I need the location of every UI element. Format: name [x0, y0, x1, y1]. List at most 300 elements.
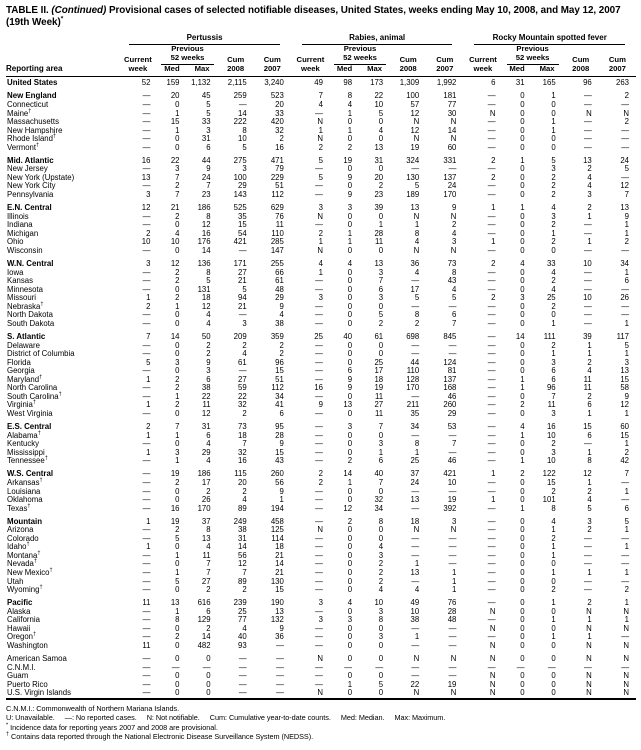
value-cell: 14	[343, 469, 353, 479]
value-cell: 100	[406, 91, 420, 101]
value-cell: —	[487, 503, 496, 513]
disease-group-header: Pertussis	[118, 34, 291, 46]
value-cell: 1	[414, 559, 420, 569]
value-cell: 0	[347, 542, 353, 552]
value-cell: 0	[347, 430, 353, 440]
value-cell: 2	[491, 155, 496, 165]
value-cell: 13	[275, 606, 284, 616]
value-cell: 471	[270, 155, 284, 165]
value-cell: —	[315, 108, 323, 118]
value-cell: 2	[175, 267, 180, 277]
value-cell: 5	[206, 276, 211, 286]
value-cell: —	[621, 310, 629, 320]
area-cell: Mississippi	[7, 447, 45, 457]
value-cell: 2	[414, 318, 420, 328]
table-row	[6, 328, 636, 341]
value-cell: 4	[318, 99, 323, 109]
value-cell: 3	[378, 439, 384, 449]
value-cell: N	[317, 525, 323, 535]
value-cell: 7	[318, 91, 323, 101]
value-cell: N	[450, 654, 457, 664]
value-cell: —	[411, 576, 420, 586]
value-cell: —	[487, 310, 496, 320]
value-cell: 38	[238, 525, 247, 535]
value-cell: —	[487, 125, 496, 135]
area-cell: Montana†	[7, 550, 41, 560]
value-cell: 6	[551, 374, 556, 384]
area-cell: New Mexico†	[7, 567, 53, 578]
value-cell: 6	[206, 374, 211, 384]
area-cell: Nevada†	[7, 558, 37, 569]
value-cell: 49	[314, 78, 323, 88]
value-cell: 0	[520, 495, 525, 505]
value-cell: —	[487, 134, 496, 144]
value-cell: 3	[242, 318, 247, 328]
value-cell: 11	[583, 383, 592, 393]
value-cell: 46	[447, 391, 457, 401]
value-cell: —	[142, 495, 151, 505]
value-cell: 147	[270, 245, 284, 255]
value-cell: 125	[270, 525, 284, 535]
value-cell: 1	[551, 117, 556, 127]
area-cell: W.N. Central	[7, 259, 54, 269]
value-cell: —	[487, 576, 496, 586]
value-cell: —	[315, 623, 323, 633]
value-cell: 35	[410, 408, 420, 418]
value-cell: 1	[175, 301, 180, 311]
value-cell: N	[489, 108, 496, 118]
value-cell: 1	[551, 318, 556, 328]
value-cell: 6	[378, 284, 384, 294]
table-row	[6, 144, 636, 153]
value-cell: 18	[238, 430, 247, 440]
value-cell: —	[142, 679, 151, 689]
value-cell: 44	[410, 357, 420, 367]
value-cell: 1	[587, 349, 592, 359]
value-cell: 1	[146, 516, 151, 526]
value-cell: 8	[414, 228, 420, 238]
value-cell: 13	[410, 495, 420, 505]
value-cell: 13	[141, 172, 151, 182]
value-cell: 2	[175, 276, 180, 286]
value-cell: 209	[233, 332, 247, 342]
value-cell: 95	[275, 422, 284, 432]
value-cell: 0	[520, 559, 525, 569]
value-cell: 24	[447, 181, 457, 191]
value-cell: 0	[175, 640, 180, 650]
value-cell: 43	[275, 456, 284, 466]
value-cell: N	[450, 245, 457, 255]
value-cell: 4	[414, 267, 420, 277]
value-cell: —	[315, 576, 323, 586]
value-cell: 2	[206, 340, 211, 350]
value-cell: 2	[175, 374, 180, 384]
value-cell: 2	[551, 486, 556, 496]
value-cell: 13	[170, 598, 180, 608]
value-cell: —	[276, 688, 284, 698]
value-cell: 0	[175, 495, 180, 505]
value-cell: —	[142, 486, 151, 496]
value-cell: 136	[197, 259, 211, 269]
value-cell: 1	[175, 568, 180, 578]
value-cell: —	[448, 623, 457, 633]
value-cell: 6	[452, 310, 457, 320]
table-row	[6, 595, 636, 608]
value-cell: 0	[347, 134, 353, 144]
value-cell: 0	[347, 293, 353, 303]
value-cell: 19	[170, 516, 180, 526]
value-cell: 6	[279, 408, 284, 418]
value-cell: 3,240	[264, 78, 284, 88]
value-cell: 22	[410, 679, 420, 689]
value-cell: —	[448, 542, 457, 552]
value-cell: —	[142, 469, 151, 479]
value-cell: 19	[410, 142, 420, 152]
value-cell: 260	[443, 400, 457, 410]
value-cell: 0	[520, 439, 525, 449]
footnote-legend	[6, 713, 636, 722]
notifiable-diseases-table	[6, 34, 636, 700]
legend-item: Med: Median.	[340, 713, 385, 723]
value-cell: N	[317, 654, 323, 664]
value-cell: 0	[347, 654, 353, 664]
value-cell: —	[276, 662, 284, 672]
value-cell: —	[411, 340, 420, 350]
column-header-current-week: Current week	[124, 55, 152, 73]
value-cell: 3	[175, 447, 180, 457]
value-cell: 1	[551, 525, 556, 535]
value-cell: —	[171, 662, 180, 672]
value-cell: —	[142, 671, 151, 681]
value-cell: 0	[378, 340, 384, 350]
value-cell: N	[586, 688, 592, 698]
value-cell: 16	[170, 503, 180, 513]
legend-item: Max: Maximum.	[394, 713, 446, 723]
value-cell: 1	[520, 456, 525, 466]
value-cell: 0	[520, 576, 525, 586]
value-cell: 38	[201, 383, 211, 393]
week-footnote-marker: *	[60, 16, 64, 23]
value-cell: —	[487, 542, 496, 552]
value-cell: 0	[347, 576, 353, 586]
value-cell: 19	[447, 679, 457, 689]
value-cell: N	[413, 211, 420, 221]
value-cell: —	[276, 671, 284, 681]
value-cell: —	[142, 164, 151, 174]
value-cell: —	[315, 486, 323, 496]
value-cell: —	[621, 550, 629, 560]
value-cell: 2	[551, 533, 556, 543]
value-cell: —	[142, 220, 151, 230]
value-cell: 26	[620, 293, 629, 303]
value-cell: 3	[206, 366, 211, 376]
footnote: † Contains data reported through the National Electronic Disease Surveillance System (NEDSS).	[6, 731, 314, 742]
continued-label: (Continued)	[51, 5, 107, 16]
column-header-current-week: Current week	[296, 55, 325, 73]
value-cell: 0	[520, 568, 525, 578]
area-cell: Georgia	[7, 366, 35, 376]
value-cell: 1	[146, 542, 151, 552]
value-cell: 12	[170, 259, 180, 269]
value-cell: —	[142, 559, 151, 569]
value-cell: 1	[587, 568, 592, 578]
value-cell: —	[621, 172, 629, 182]
value-cell: —	[315, 585, 323, 595]
value-cell: 14	[275, 559, 284, 569]
area-cell: U.S. Virgin Islands	[7, 688, 71, 698]
table-title	[6, 5, 636, 30]
value-cell: —	[142, 99, 151, 109]
column-header-med: Med	[164, 63, 180, 73]
value-cell: N	[586, 654, 592, 664]
value-cell: 13	[201, 533, 211, 543]
value-cell: —	[487, 117, 496, 127]
value-cell: 0	[520, 318, 525, 328]
value-cell: 1	[551, 542, 556, 552]
value-cell: 19	[170, 469, 180, 479]
value-cell: 33	[201, 117, 211, 127]
value-cell: 137	[443, 374, 457, 384]
value-cell: 25	[314, 332, 323, 342]
value-cell: 698	[406, 332, 420, 342]
value-cell: 2	[175, 181, 180, 191]
value-cell: 3	[452, 237, 457, 247]
area-cell: North Carolina	[7, 383, 58, 393]
value-cell: 73	[238, 422, 247, 432]
value-cell: 0	[347, 117, 353, 127]
value-cell: 32	[238, 400, 247, 410]
value-cell: 4	[378, 542, 384, 552]
value-cell: 4	[242, 349, 247, 359]
value-cell: 5	[378, 679, 384, 689]
value-cell: —	[487, 516, 496, 526]
value-cell: 0	[520, 349, 525, 359]
value-cell: 42	[620, 456, 629, 466]
value-cell: 2	[242, 340, 247, 350]
value-cell: 0	[347, 181, 353, 191]
value-cell: —	[487, 662, 496, 672]
value-cell: 37	[410, 469, 420, 479]
value-cell: —	[315, 164, 323, 174]
value-cell: 114	[271, 533, 284, 543]
column-header-current-week: Current week	[469, 55, 497, 73]
value-cell: 0	[520, 125, 525, 135]
value-cell: 2	[624, 237, 629, 247]
value-cell: 211	[406, 400, 420, 410]
value-cell: —	[411, 503, 420, 513]
value-cell: 0	[551, 134, 556, 144]
value-cell: 0	[347, 688, 353, 698]
value-cell: 9	[624, 211, 629, 221]
value-cell: 176	[197, 237, 211, 247]
value-cell: 0	[175, 439, 180, 449]
value-cell: 2	[347, 516, 353, 526]
value-cell: 10	[374, 598, 384, 608]
area-cell: E.S. Central	[7, 422, 52, 432]
value-cell: 2	[347, 456, 353, 466]
value-cell: 1	[378, 447, 384, 457]
value-cell: 0	[347, 357, 353, 367]
value-cell: 3	[551, 447, 556, 457]
value-cell: 2	[279, 134, 284, 144]
area-cell: Kansas	[7, 276, 34, 286]
value-cell: 10	[583, 293, 592, 303]
value-cell: 1,132	[191, 78, 211, 88]
value-cell: 11	[202, 400, 211, 410]
value-cell: —	[621, 576, 629, 586]
value-cell: 2	[206, 623, 211, 633]
value-cell: 0	[551, 623, 556, 633]
value-cell: 5	[206, 108, 211, 118]
value-cell: —	[315, 276, 323, 286]
value-cell: —	[411, 276, 420, 286]
value-cell: 7	[206, 559, 211, 569]
value-cell: —	[448, 533, 457, 543]
value-cell: —	[487, 228, 496, 238]
value-cell: 186	[197, 469, 211, 479]
value-cell: 2	[551, 585, 556, 595]
value-cell: 0	[175, 542, 180, 552]
value-cell: 3	[551, 164, 556, 174]
value-cell: 0	[520, 623, 525, 633]
value-cell: N	[586, 623, 592, 633]
value-cell: 40	[238, 632, 247, 642]
value-cell: 2	[175, 293, 180, 303]
area-cell: Idaho†	[7, 541, 30, 552]
value-cell: —	[315, 495, 323, 505]
value-cell: —	[315, 456, 323, 466]
value-cell: 0	[551, 576, 556, 586]
footnote: * Incidence data for reporting years 2007 and 2008 are provisional.	[6, 722, 218, 732]
value-cell: 3	[378, 550, 384, 560]
value-cell: 12	[583, 469, 592, 479]
value-cell: 4	[551, 516, 556, 526]
area-cell: Indiana	[7, 220, 33, 230]
value-cell: 129	[197, 615, 211, 625]
value-cell: 3	[347, 203, 353, 213]
value-cell: —	[487, 190, 496, 200]
value-cell: 6	[587, 400, 592, 410]
area-cell: Louisiana	[7, 486, 41, 496]
value-cell: 4	[414, 585, 420, 595]
value-cell: —	[583, 245, 592, 255]
value-cell: N	[413, 654, 420, 664]
value-cell: 27	[201, 576, 211, 586]
value-cell: —	[487, 585, 496, 595]
value-cell: 0	[520, 654, 525, 664]
value-cell: —	[315, 430, 323, 440]
value-cell: 36	[275, 632, 284, 642]
value-cell: 0	[520, 142, 525, 152]
value-cell: 5	[624, 340, 629, 350]
value-cell: 3	[347, 615, 353, 625]
value-cell: 2	[551, 301, 556, 311]
value-cell: 76	[275, 211, 284, 221]
area-cell: California	[7, 615, 40, 625]
value-cell: 5	[175, 533, 180, 543]
column-header-med: Med	[509, 63, 525, 73]
footnotes	[6, 704, 636, 742]
area-cell: Alabama†	[7, 430, 41, 440]
value-cell: 3	[378, 606, 384, 616]
value-cell: 2	[587, 164, 592, 174]
value-cell: 7	[242, 439, 247, 449]
value-cell: —	[487, 383, 496, 393]
value-cell: 2	[587, 486, 592, 496]
value-cell: 27	[238, 374, 247, 384]
value-cell: —	[621, 99, 629, 109]
value-cell: 3	[378, 632, 384, 642]
value-cell: 0	[551, 108, 556, 118]
value-cell: 1	[624, 568, 629, 578]
value-cell: 1	[452, 576, 457, 586]
value-cell: 2	[242, 486, 247, 496]
week-label: (19th Week)	[6, 17, 61, 29]
value-cell: 5	[624, 164, 629, 174]
value-cell: 2	[206, 486, 211, 496]
footnote-cnmi: C.N.M.I.: Commonwealth of Northern Mariana Islands.	[6, 703, 180, 713]
value-cell: —	[487, 632, 496, 642]
value-cell: 1	[520, 430, 525, 440]
value-cell: 3	[520, 293, 525, 303]
area-cell: C.N.M.I.	[7, 662, 36, 672]
value-cell: —	[142, 688, 151, 698]
value-cell: 0	[520, 516, 525, 526]
value-cell: —	[276, 654, 284, 664]
value-cell: 7	[378, 477, 384, 487]
value-cell: 21	[275, 550, 284, 560]
value-cell: 98	[343, 78, 353, 88]
value-cell: 11	[142, 598, 151, 608]
value-cell: 1	[551, 598, 556, 608]
value-cell: 2	[318, 469, 323, 479]
value-cell: —	[411, 662, 420, 672]
value-cell: 8	[587, 456, 592, 466]
value-cell: 6	[206, 430, 211, 440]
value-cell: —	[315, 662, 323, 672]
value-cell: N	[623, 108, 629, 118]
area-cell: Missouri	[7, 293, 37, 303]
value-cell: 1	[587, 447, 592, 457]
table-row	[6, 505, 636, 514]
value-cell: 31	[374, 155, 384, 165]
value-cell: N	[489, 654, 496, 664]
value-cell: 73	[447, 259, 457, 269]
value-cell: 275	[233, 155, 247, 165]
value-cell: 9	[279, 301, 284, 311]
value-cell: 8	[242, 125, 247, 135]
value-cell: 0	[520, 211, 525, 221]
value-cell: N	[586, 679, 592, 689]
value-cell: —	[487, 374, 496, 384]
value-cell: 13	[583, 155, 592, 165]
value-cell: 2	[624, 117, 629, 127]
value-cell: 0	[175, 408, 180, 418]
value-cell: —	[487, 430, 496, 440]
value-cell: 33	[275, 108, 284, 118]
table-row	[6, 457, 636, 466]
value-cell: 112	[271, 383, 284, 393]
value-cell: —	[142, 366, 151, 376]
value-cell: 1	[452, 568, 457, 578]
value-cell: N	[317, 211, 323, 221]
value-cell: 8	[414, 310, 420, 320]
value-cell: —	[315, 366, 323, 376]
area-cell: Oregon†	[7, 631, 37, 642]
value-cell: N	[317, 117, 323, 127]
value-cell: 5	[242, 284, 247, 294]
value-cell: 11	[142, 640, 151, 650]
